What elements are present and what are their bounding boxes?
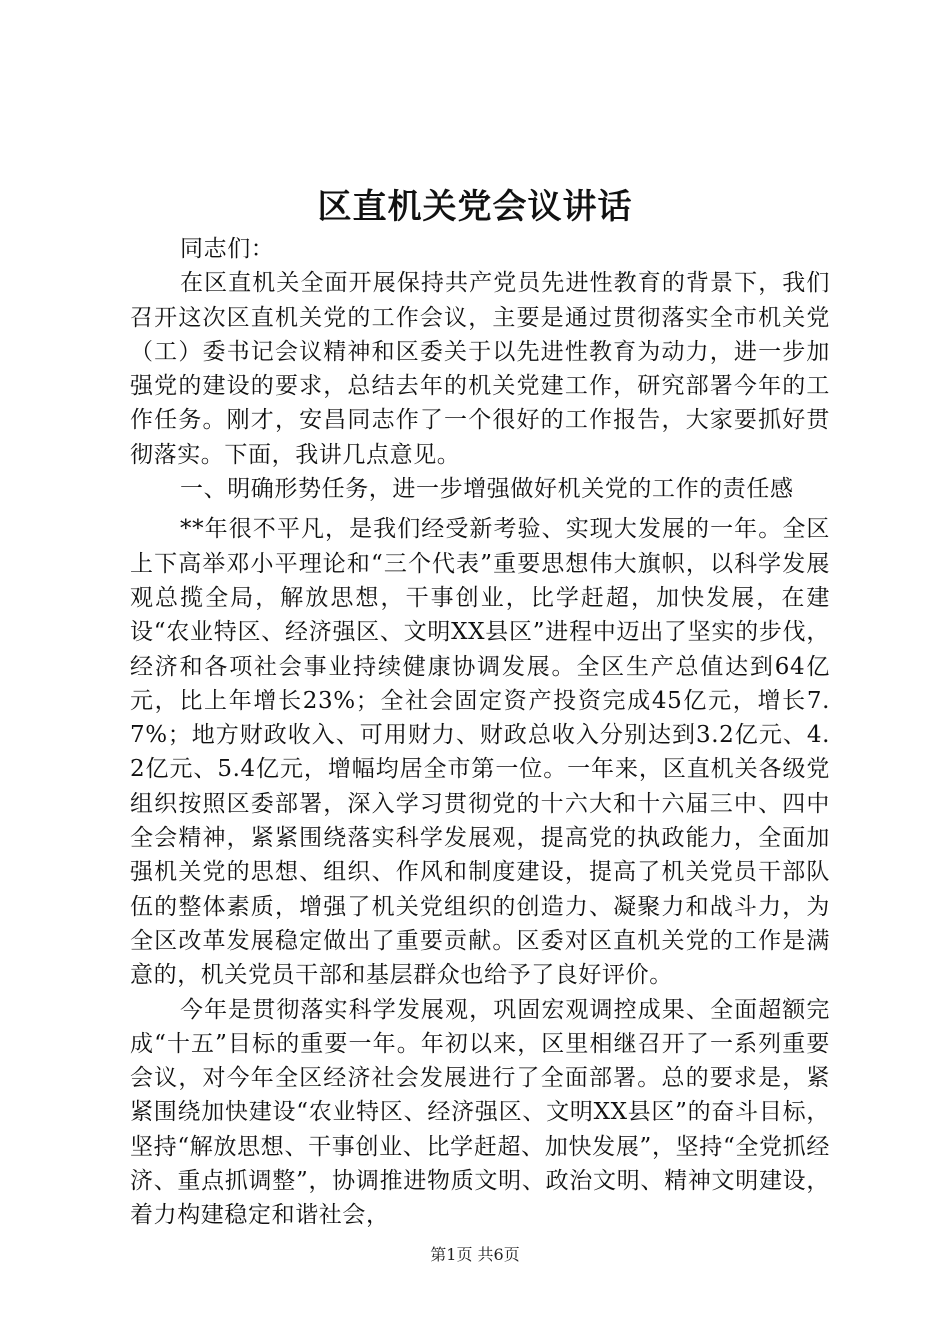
- paragraph-intro: 在区直机关全面开展保持共产党员先进性教育的背景下，我们召开这次区直机关党的工作会议，主要是通过贯彻落实全市机关党（工）委书记会议精神和区委关于以先进性教育为动力，进一步加强党的建设的要求，总结去年的机关党建工作，研究部署今年的工作任务。刚才，安昌同志作了一个很好的工作报告，大家要抓好贯彻落实。下面，我讲几点意见。: [130, 270, 830, 468]
- paragraph-this-year: 今年是贯彻落实科学发展观，巩固宏观调控成果、全面超额完成“十五”目标的重要一年。年初以来，区里相继召开了一系列重要会议，对今年全区经济社会发展进行了全面部署。总的要求是，紧紧围绕加快建设“农业特区、经济强区、文明XX县区”的奋斗目标，坚持“解放思想、干事创业、比学赶超、加快发展”，坚持“全党抓经济、重点抓调整”，协调推进物质文明、政治文明、精神文明建设，着力构建稳定和谐社会，: [130, 996, 830, 1229]
- document-body: [130, 232, 830, 1233]
- document-title: 区直机关党会议讲话: [317, 187, 633, 227]
- section-heading-1: 一、明确形势任务，进一步增强做好机关党的工作的责任感: [180, 476, 794, 503]
- salutation: 同志们：: [180, 236, 275, 262]
- paragraph-review: **年很不平凡，是我们经受新考验、实现大发展的一年。全区上下高举邓小平理论和“三个代表”重要思想伟大旗帜，以科学发展观总揽全局，解放思想，干事创业，比学赶超，加快发展，在建设“农业特区、经济强区、文明XX县区”进程中迈出了坚实的步伐，经济和各项社会事业持续健康协调发展。全区生产总值达到64亿元，比上年增长23%；全社会固定资产投资完成45亿元，增长7.7%；地方财政收入、可用财力、财政总收入分别达到3.2亿元、4.2亿元、5.4亿元，增幅均居全市第一位。一年来，区直机关各级党组织按照区委部署，深入学习贯彻党的十六大和十六届三中、四中全会精神，紧紧围绕落实科学发展观，提高党的执政能力，全面加强机关党的思想、组织、作风和制度建设，提高了机关党员干部队伍的整体素质，增强了机关党组织的创造力、凝聚力和战斗力，为全区改革发展稳定做出了重要贡献。区委对区直机关党的工作是满意的，机关党员干部和基层群众也给予了良好评价。: [130, 516, 830, 989]
- page-number-footer: 第1页 共6页: [430, 1245, 520, 1264]
